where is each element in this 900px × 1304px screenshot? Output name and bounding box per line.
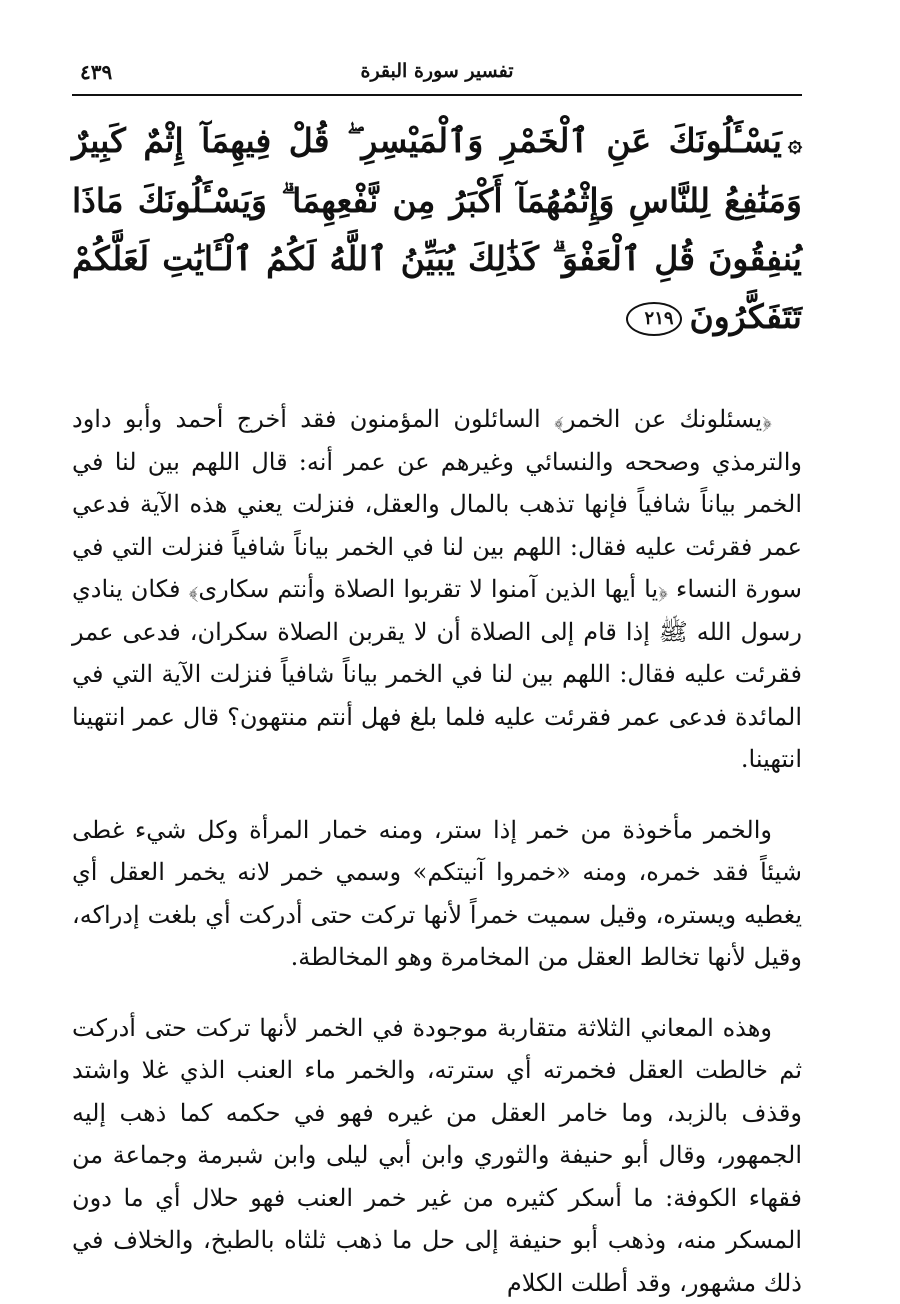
rub-el-hizb-icon: ۞ — [788, 128, 802, 157]
page-header — [72, 58, 802, 96]
running-title: تفسير سورة البقرة — [72, 60, 802, 82]
commentary-paragraph-1: ﴿يسئلونك عن الخمر﴾ السائلون المؤمنون فقد أخرج أحمد وأبو داود والترمذي وصححه والنسائي وغيرهم عن عمر أنه: قال اللهم بين لنا في الخمر بياناً شافياً فإنها تذهب بالمال والعقل، فنزلت يعني هذه الآية فدعي عمر فقرئت عليه فقال: اللهم بين لنا في الخمر بياناً شافياً فنزلت التي في سورة النساء ﴿يا أيها الذين آمنوا لا تقربوا الصلاة وأنتم سكارى﴾ فكان ينادي رسول الله ﷺ إذا قام إلى الصلاة أن لا يقربن الصلاة سكران، فدعى عمر فقرئت عليه فقال: اللهم بين لنا في الخمر بياناً شافياً فنزلت الآية التي في المائدة فدعى عمر فقرئت عليه فلما بلغ فهل أنتم منتهون؟ قال عمر انتهينا انتهينا. — [72, 398, 802, 781]
page-number: ٤٣٩ — [80, 60, 112, 84]
commentary-paragraph-2: والخمر مأخوذة من خمر إذا ستر، ومنه خمار المرأة وكل شيء غطى شيئاً فقد خمره، ومنه «خمروا آنيتكم» وسمي خمر لانه يخمر العقل أي يغطيه ويستره، وقيل سميت خمراً لأنها تركت حتى أدركت أي بلغت إدراكه، وقيل لأنها تخالط العقل من المخامرة وهو المخالطة. — [72, 809, 802, 979]
verse-number: ٢١٩ — [626, 302, 682, 336]
commentary-paragraph-3: وهذه المعاني الثلاثة متقاربة موجودة في الخمر لأنها تركت حتى أدركت ثم خالطت العقل فخمرته أي سترته، والخمر ماء العنب الذي غلا واشتد وقذف بالزبد، وما خامر العقل من غيره فهو في حكمه كما ذهب إليه الجمهور، وقال أبو حنيفة والثوري وابن أبي ليلى وابن شبرمة وجماعة من فقهاء الكوفة: ما أسكر كثيره من غير خمر العنب فهو حلال أي ما دون المسكر منه، وذهب أبو حنيفة إلى حل ما ذهب ثلثاه بالطبخ، والخلاف في ذلك مشهور، وقد أطلت الكلام — [72, 1007, 802, 1304]
quran-verse — [72, 112, 802, 346]
book-page — [72, 58, 802, 1248]
verse-text: يَسْـَٔلُونَكَ عَنِ ٱلْخَمْرِ وَٱلْمَيْسِرِ ۖ قُلْ فِيهِمَآ إِثْمٌ كَبِيرٌ وَمَنَٰفِعُ لِلنَّاسِ وَإِثْمُهُمَآ أَكْبَرُ مِن نَّفْعِهِمَا ۗ وَيَسْـَٔلُونَكَ مَاذَا يُنفِقُونَ قُلِ ٱلْعَفْوَ ۗ كَذَٰلِكَ يُبَيِّنُ ٱللَّهُ لَكُمُ ٱلْـَٔايَٰتِ لَعَلَّكُمْ تَتَفَكَّرُونَ — [72, 121, 802, 336]
